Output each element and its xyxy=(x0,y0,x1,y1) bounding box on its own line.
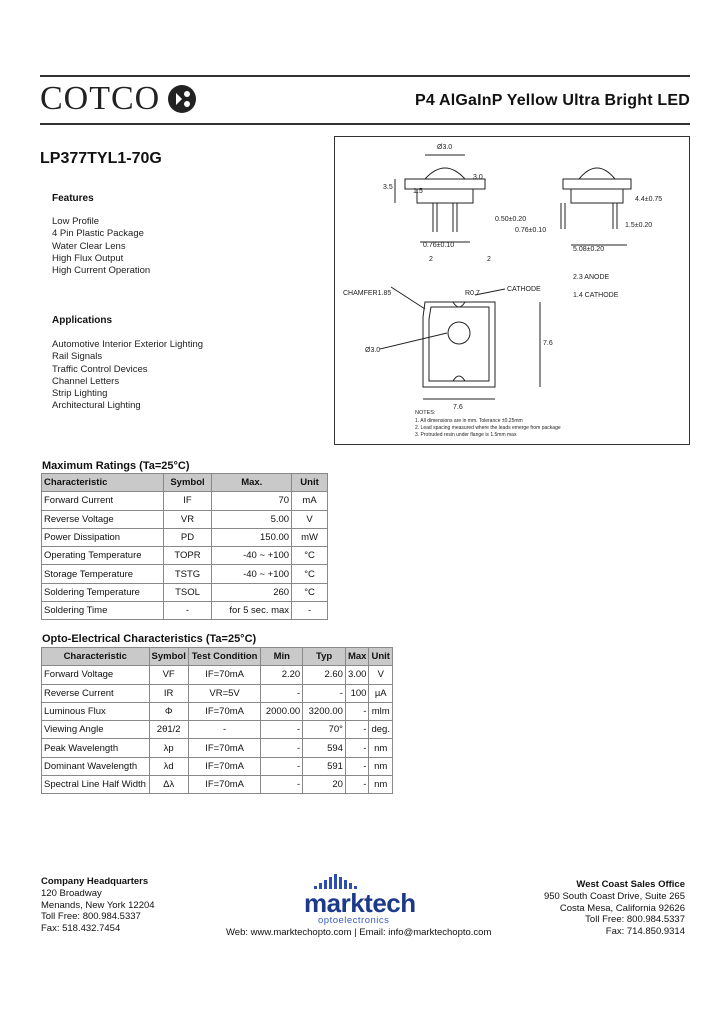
max-ratings-table xyxy=(41,473,328,620)
dim-pitch-right: 0.76±0.10 xyxy=(515,227,547,234)
cell: - xyxy=(261,684,303,702)
opto-title: Opto-Electrical Characteristics (Ta=25°C) xyxy=(42,633,257,645)
cell: °C xyxy=(292,565,328,583)
cell: IF=70mA xyxy=(188,666,261,684)
dim-lead-width: 0.50±0.20 xyxy=(495,216,527,223)
cell: Reverse Voltage xyxy=(42,510,164,528)
cell: - xyxy=(261,721,303,739)
max-ratings-title: Maximum Ratings (Ta=25°C) xyxy=(42,460,190,472)
table-row xyxy=(42,739,393,757)
cell: nm xyxy=(369,739,393,757)
table-row xyxy=(42,492,328,510)
cathode-note: 1.4 CATHODE xyxy=(573,292,619,299)
cell: -40 ~ +100 xyxy=(212,565,292,583)
applications-heading: Applications xyxy=(52,315,113,326)
cell: - xyxy=(345,721,369,739)
list-item: 4 Pin Plastic Package xyxy=(52,228,144,240)
package-drawing xyxy=(334,136,690,445)
cell: 2.20 xyxy=(261,666,303,684)
web-email-line: Web: www.marktechopto.com | Email: info@marktechopto.com xyxy=(226,927,492,938)
table-row xyxy=(42,684,393,702)
cell: - xyxy=(292,602,328,620)
cell: - xyxy=(345,702,369,720)
table-row xyxy=(42,757,393,775)
column-header: Symbol xyxy=(163,474,212,492)
opto-table xyxy=(41,647,393,794)
cell: IF=70mA xyxy=(188,776,261,794)
cell: mlm xyxy=(369,702,393,720)
table-row xyxy=(42,547,328,565)
marktech-logo-text: marktech xyxy=(304,888,416,918)
column-header: Max. xyxy=(212,474,292,492)
cell: 591 xyxy=(303,757,346,775)
cell: λd xyxy=(149,757,188,775)
headquarters-block xyxy=(41,876,155,935)
west-title: West Coast Sales Office xyxy=(576,879,685,890)
cell: Φ xyxy=(149,702,188,720)
cell: V xyxy=(369,666,393,684)
column-header: Unit xyxy=(369,648,393,666)
table-row xyxy=(42,528,328,546)
features-heading: Features xyxy=(52,193,94,204)
cell: °C xyxy=(292,583,328,601)
dim-body-height: 4.4±0.75 xyxy=(635,196,663,203)
column-header: Typ xyxy=(303,648,346,666)
table-row xyxy=(42,666,393,684)
dim-body-width: 5.08±0.20 xyxy=(573,246,605,253)
table-row xyxy=(42,776,393,794)
list-item: Automotive Interior Exterior Lighting xyxy=(52,339,204,350)
cell: 2θ1/2 xyxy=(149,721,188,739)
cell: - xyxy=(345,757,369,775)
cell: 2.60 xyxy=(303,666,346,684)
cell: 70° xyxy=(303,721,346,739)
features-list xyxy=(52,216,150,277)
hq-title: Company Headquarters xyxy=(41,876,149,887)
dim-lens-dia: Ø3.0 xyxy=(365,347,381,354)
list-item: Rail Signals xyxy=(52,351,103,363)
list-item: High Current Operation xyxy=(52,265,151,277)
cell: nm xyxy=(369,776,393,794)
document-title: P4 AlGaInP Yellow Ultra Bright LED xyxy=(414,92,690,109)
cell: 70 xyxy=(212,492,292,510)
table-row xyxy=(42,583,328,601)
cell: - xyxy=(163,602,212,620)
column-header: Test Condition xyxy=(188,648,261,666)
cell: 3200.00 xyxy=(303,702,346,720)
cell: IF xyxy=(163,492,212,510)
column-header: Characteristic xyxy=(42,474,164,492)
cell: 150.00 xyxy=(212,528,292,546)
table-row xyxy=(42,702,393,720)
cell: Soldering Temperature xyxy=(42,583,164,601)
cell: 594 xyxy=(303,739,346,757)
cell: - xyxy=(303,684,346,702)
pin-label-b: 2 xyxy=(487,256,491,263)
cell: nm xyxy=(369,757,393,775)
cell: 100 xyxy=(345,684,369,702)
cell: °C xyxy=(292,547,328,565)
table-header-row xyxy=(42,474,328,492)
cell: VF xyxy=(149,666,188,684)
table-row xyxy=(42,565,328,583)
cell: Viewing Angle xyxy=(42,721,150,739)
cell: TOPR xyxy=(163,547,212,565)
table-row xyxy=(42,721,393,739)
list-item: Channel Letters xyxy=(52,375,120,387)
cell: 5.00 xyxy=(212,510,292,528)
radius-label: R0.7 xyxy=(465,290,480,297)
marktech-subtitle: optoelectronics xyxy=(318,915,390,926)
cell: TSOL xyxy=(163,583,212,601)
cell: - xyxy=(188,721,261,739)
hq-line: 120 Broadway xyxy=(41,887,102,899)
cell: for 5 sec. max xyxy=(212,602,292,620)
cell: -40 ~ +100 xyxy=(212,547,292,565)
dim-height-7-6: 7.6 xyxy=(543,340,553,347)
dim-dia-top: Ø3.0 xyxy=(437,144,453,151)
cell: Soldering Time xyxy=(42,602,164,620)
cell: 260 xyxy=(212,583,292,601)
cell: Dominant Wavelength xyxy=(42,757,150,775)
cell: VR xyxy=(163,510,212,528)
cell: VR=5V xyxy=(188,684,261,702)
cell: Operating Temperature xyxy=(42,547,164,565)
cell: Δλ xyxy=(149,776,188,794)
cell: deg. xyxy=(369,721,393,739)
cell: V xyxy=(292,510,328,528)
cell: Power Dissipation xyxy=(42,528,164,546)
cell: IR xyxy=(149,684,188,702)
cell: λp xyxy=(149,739,188,757)
anode-note: 2.3 ANODE xyxy=(573,274,610,281)
list-item: Strip Lighting xyxy=(52,388,108,400)
dim-width-7-6: 7.6 xyxy=(453,404,463,411)
header-top-rule xyxy=(40,75,690,77)
hq-line: Toll Free: 800.984.5337 xyxy=(41,911,141,923)
cell: Forward Current xyxy=(42,492,164,510)
chamfer-label: CHAMFER1.85 xyxy=(343,290,392,297)
cell: µA xyxy=(369,684,393,702)
applications-list xyxy=(52,339,203,413)
cell: Forward Voltage xyxy=(42,666,150,684)
hq-line: Menands, New York 12204 xyxy=(41,899,155,911)
note-line: 1. All dimensions are in mm. Tolerance ±0.25mm xyxy=(415,418,523,424)
note-line: 3. Protruded resin under flange is 1.5mm max xyxy=(415,432,517,438)
column-header: Characteristic xyxy=(42,648,150,666)
cell: TSTG xyxy=(163,565,212,583)
dim-1-5: 1.5 xyxy=(413,188,423,195)
west-coast-block xyxy=(544,879,685,938)
pin-label-a: 2 xyxy=(429,256,433,263)
column-header: Symbol xyxy=(149,648,188,666)
table-row xyxy=(42,510,328,528)
note-line: 2. Lead spacing measured where the leads emerge from package xyxy=(415,425,561,431)
list-item: Architectural Lighting xyxy=(52,400,141,412)
west-line: Toll Free: 800.984.5337 xyxy=(585,914,685,926)
list-item: Traffic Control Devices xyxy=(52,363,148,375)
cathode-label: CATHODE xyxy=(507,286,541,293)
list-item: Water Clear Lens xyxy=(52,240,126,252)
cell: IF=70mA xyxy=(188,739,261,757)
table-header-row xyxy=(42,648,393,666)
list-item: Low Profile xyxy=(52,216,99,227)
cell: IF=70mA xyxy=(188,702,261,720)
cell: - xyxy=(261,757,303,775)
hq-line: Fax: 518.432.7454 xyxy=(41,923,121,935)
company-logo-text: COTCO xyxy=(40,80,161,117)
cell: - xyxy=(345,776,369,794)
cell: - xyxy=(345,739,369,757)
cell: 2000.00 xyxy=(261,702,303,720)
column-header: Unit xyxy=(292,474,328,492)
cell: mA xyxy=(292,492,328,510)
cell: Spectral Line Half Width xyxy=(42,776,150,794)
cell: PD xyxy=(163,528,212,546)
dim-3-5: 3.5 xyxy=(383,184,393,191)
cell: 3.00 xyxy=(345,666,369,684)
cotco-logo-icon xyxy=(166,84,198,119)
cell: Peak Wavelength xyxy=(42,739,150,757)
cell: Reverse Current xyxy=(42,684,150,702)
notes-title: NOTES: xyxy=(415,410,436,416)
table-row xyxy=(42,602,328,620)
west-line: 950 South Coast Drive, Suite 265 xyxy=(543,890,685,902)
column-header: Min xyxy=(261,648,303,666)
cell: - xyxy=(261,776,303,794)
dim-lead-pitch: 0.76±0.10 xyxy=(423,242,455,249)
cell: mW xyxy=(292,528,328,546)
west-line: Costa Mesa, California 92626 xyxy=(559,902,685,914)
dim-3-0: 3.0 xyxy=(473,174,483,181)
cell: 20 xyxy=(303,776,346,794)
cell: - xyxy=(261,739,303,757)
header-bottom-rule xyxy=(40,123,690,125)
list-item: High Flux Output xyxy=(52,252,124,264)
dim-lead-height: 1.5±0.20 xyxy=(625,222,653,229)
cell: Luminous Flux xyxy=(42,702,150,720)
west-line: Fax: 714.850.9314 xyxy=(605,926,685,938)
cell: IF=70mA xyxy=(188,757,261,775)
part-number: LP377TYL1-70G xyxy=(40,150,162,167)
column-header: Max xyxy=(345,648,369,666)
cell: Storage Temperature xyxy=(42,565,164,583)
